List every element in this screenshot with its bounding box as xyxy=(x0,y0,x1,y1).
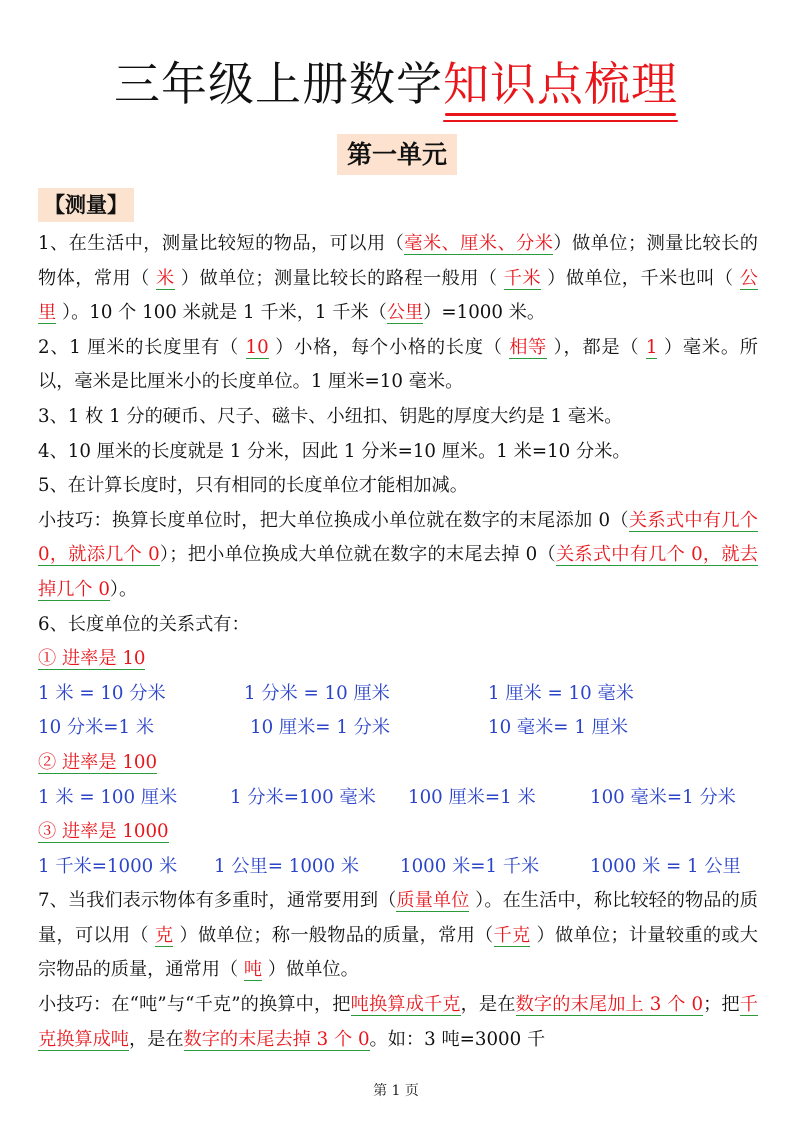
answer: 克 xyxy=(154,924,174,946)
formula: 10 毫米= 1 厘米 xyxy=(488,717,629,739)
item-2: 2、1 厘米的长度里有（ 10 ）小格，每个小格的长度（ 相等 ），都是（ 1 ）毫米。所以，毫米是比厘米小的长度单位。1 厘米=10 毫米。 xyxy=(38,336,758,393)
tip-length: 小技巧：换算长度单位时，把大单位换成小单位就在数字的末尾添加 0（关系式中有几个 0，就添几个 0）；把小单位换成大单位就在数字的末尾去掉 0（关系式中有几个 0，就去掉几个 0）。 xyxy=(38,509,758,600)
answer: 质量单位 xyxy=(396,890,470,912)
page-title xyxy=(0,54,792,114)
rate-10-row-2 xyxy=(38,711,758,746)
rate-100-row xyxy=(38,781,758,816)
item-3: 3、1 枚 1 分的硬币、尺子、磁卡、小纽扣、钥匙的厚度大约是 1 毫米。 xyxy=(38,405,623,427)
unit-heading: 第一单元 xyxy=(337,134,457,175)
answer: 千克换算成吨 xyxy=(38,994,758,1050)
item-7: 7、当我们表示物体有多重时，通常要用到（质量单位 ）。在生活中，称比较轻的物品的质量，可以用（ 克 ）做单位；称一般物品的质量，常用（千克 ）做单位；计量较重的或大宗物品的质量，通常用（ 吨 ）做单位。 xyxy=(38,890,758,981)
answer: 毫米、厘米、分米 xyxy=(404,233,554,254)
answer: 10 xyxy=(245,336,269,358)
answer: 相等 xyxy=(509,336,548,358)
rate-10-row-1 xyxy=(38,677,758,712)
answer: 吨换算成千克 xyxy=(350,994,461,1016)
title-red: 知识点梳理 xyxy=(443,54,678,114)
tip-mass: 小技巧：在“吨”与“千克”的换算中，把吨换算成千克，是在数字的末尾加上 3 个 0；把千克换算成吨，是在数字的末尾去掉 3 个 0。如：3 吨=3000 千 xyxy=(38,994,758,1050)
answer: 吨 xyxy=(243,959,263,981)
item-6: 6、长度单位的关系式有： xyxy=(38,613,250,635)
formula: 10 分米=1 米 xyxy=(38,717,155,739)
answer: 数字的末尾去掉 3 个 0 xyxy=(183,1028,370,1050)
rate-1000-row xyxy=(38,850,758,885)
answer: 1 xyxy=(645,336,658,358)
page-number: 第 1 页 xyxy=(373,1083,419,1099)
section-tag: 【测量】 xyxy=(38,188,134,222)
formula: 1 公里= 1000 米 xyxy=(214,855,360,877)
answer: 关系式中有几个 0，就去掉几个 0 xyxy=(38,544,758,600)
formula: 1 厘米 = 10 毫米 xyxy=(488,682,634,704)
rate-10-heading: ① 进率是 10 xyxy=(38,648,146,670)
rate-1000-heading: ③ 进率是 1000 xyxy=(38,821,169,843)
rate-100-heading: ② 进率是 100 xyxy=(38,751,158,773)
item-1: 1、在生活中，测量比较短的物品，可以用（毫米、厘米、分米）做单位；测量比较长的物体，常用（ 米 ）做单位；测量比较长的路程一般用（ 千米 ）做单位，千米也叫（ 公里 ）。10 个 100 米就是 1 千米，1 千米（公里）=1000 米。 xyxy=(38,233,758,324)
formula: 1000 米=1 千米 xyxy=(400,855,540,877)
formula: 1 分米=100 毫米 xyxy=(230,786,376,808)
formula: 100 厘米=1 米 xyxy=(408,786,536,808)
formula: 1 分米 = 10 厘米 xyxy=(244,682,390,704)
formula: 1 米 = 100 厘米 xyxy=(38,786,178,808)
formula: 100 毫米=1 分米 xyxy=(590,786,736,808)
answer: 千克 xyxy=(493,924,531,946)
formula: 10 厘米= 1 分米 xyxy=(250,717,391,739)
title-black: 三年级上册数学 xyxy=(114,57,443,111)
answer: 千米 xyxy=(503,267,542,289)
answer: 公里 xyxy=(386,302,424,324)
answer: 关系式中有几个 0，就添几个 0 xyxy=(38,509,758,566)
answer: 公里 xyxy=(38,267,758,324)
formula: 1000 米 = 1 公里 xyxy=(590,855,741,877)
item-4: 4、10 厘米的长度就是 1 分米，因此 1 分米=10 厘米。1 米=10 分米。 xyxy=(38,440,631,462)
document-body xyxy=(38,227,758,1057)
formula: 1 米 = 10 分米 xyxy=(38,682,166,704)
item-5: 5、在计算长度时，只有相同的长度单位才能相加减。 xyxy=(38,475,468,497)
formula: 1 千米=1000 米 xyxy=(38,855,178,877)
answer: 米 xyxy=(156,267,175,289)
answer: 数字的末尾加上 3 个 0 xyxy=(515,994,704,1016)
